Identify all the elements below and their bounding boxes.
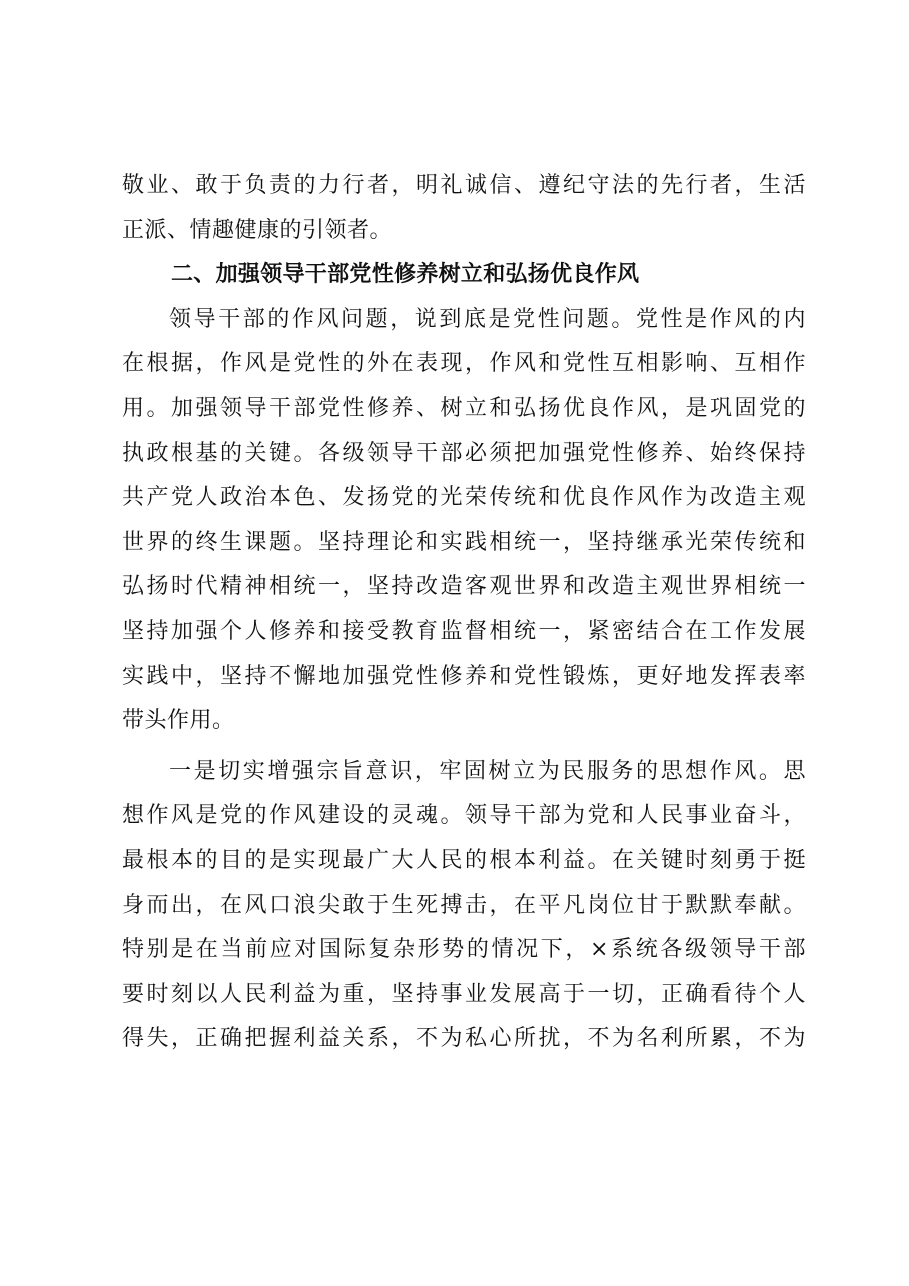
body-line: 共产党人政治本色、发扬党的光荣传统和优良作风作为改造主观	[122, 485, 806, 511]
body-line: 要时刻以人民利益为重，坚持事业发展高于一切，正确看待个人	[122, 981, 806, 1007]
body-line: 身而出，在风口浪尖敢于生死搏击，在平凡岗位甘于默默奉献。	[122, 892, 806, 918]
paragraph-first-line: 一是切实增强宗旨意识，牢固树立为民服务的思想作风。思	[169, 758, 806, 784]
section-heading: 二、加强领导干部党性修养树立和弘扬优良作风	[171, 262, 640, 288]
body-line: 最根本的目的是实现最广大人民的根本利益。在关键时刻勇于挺	[122, 847, 806, 873]
document-page	[122, 164, 806, 1062]
body-line: 执政根基的关键。各级领导干部必须把加强党性修养、始终保持	[122, 440, 806, 466]
body-line: 带头作用。	[122, 708, 235, 734]
body-line: 敬业、敢于负责的力行者，明礼诚信、遵纪守法的先行者，生活	[122, 173, 806, 198]
body-line: 坚持加强个人修养和接受教育监督相统一，紧密结合在工作发展	[122, 618, 806, 644]
body-line: 在根据，作风是党性的外在表现，作风和党性互相影响、互相作	[122, 351, 806, 377]
paragraph-first-line: 领导干部的作风问题，说到底是党性问题。党性是作风的内	[169, 306, 806, 332]
body-line: 用。加强领导干部党性修养、树立和弘扬优良作风，是巩固党的	[122, 395, 806, 421]
body-line: 实践中，坚持不懈地加强党性修养和党性锻炼，更好地发挥表率	[122, 663, 806, 689]
body-line: 正派、情趣健康的引领者。	[122, 217, 393, 243]
body-line: 世界的终生课题。坚持理论和实践相统一，坚持继承光荣传统和	[122, 529, 806, 555]
body-line: 特别是在当前应对国际复杂形势的情况下，×系统各级领导干部	[122, 937, 806, 963]
body-line: 弘扬时代精神相统一，坚持改造客观世界和改造主观世界相统一	[122, 574, 806, 600]
body-line: 得失，正确把握利益关系，不为私心所扰，不为名利所累，不为	[122, 1026, 806, 1052]
body-line: 想作风是党的作风建设的灵魂。领导干部为党和人民事业奋斗，	[122, 803, 806, 829]
